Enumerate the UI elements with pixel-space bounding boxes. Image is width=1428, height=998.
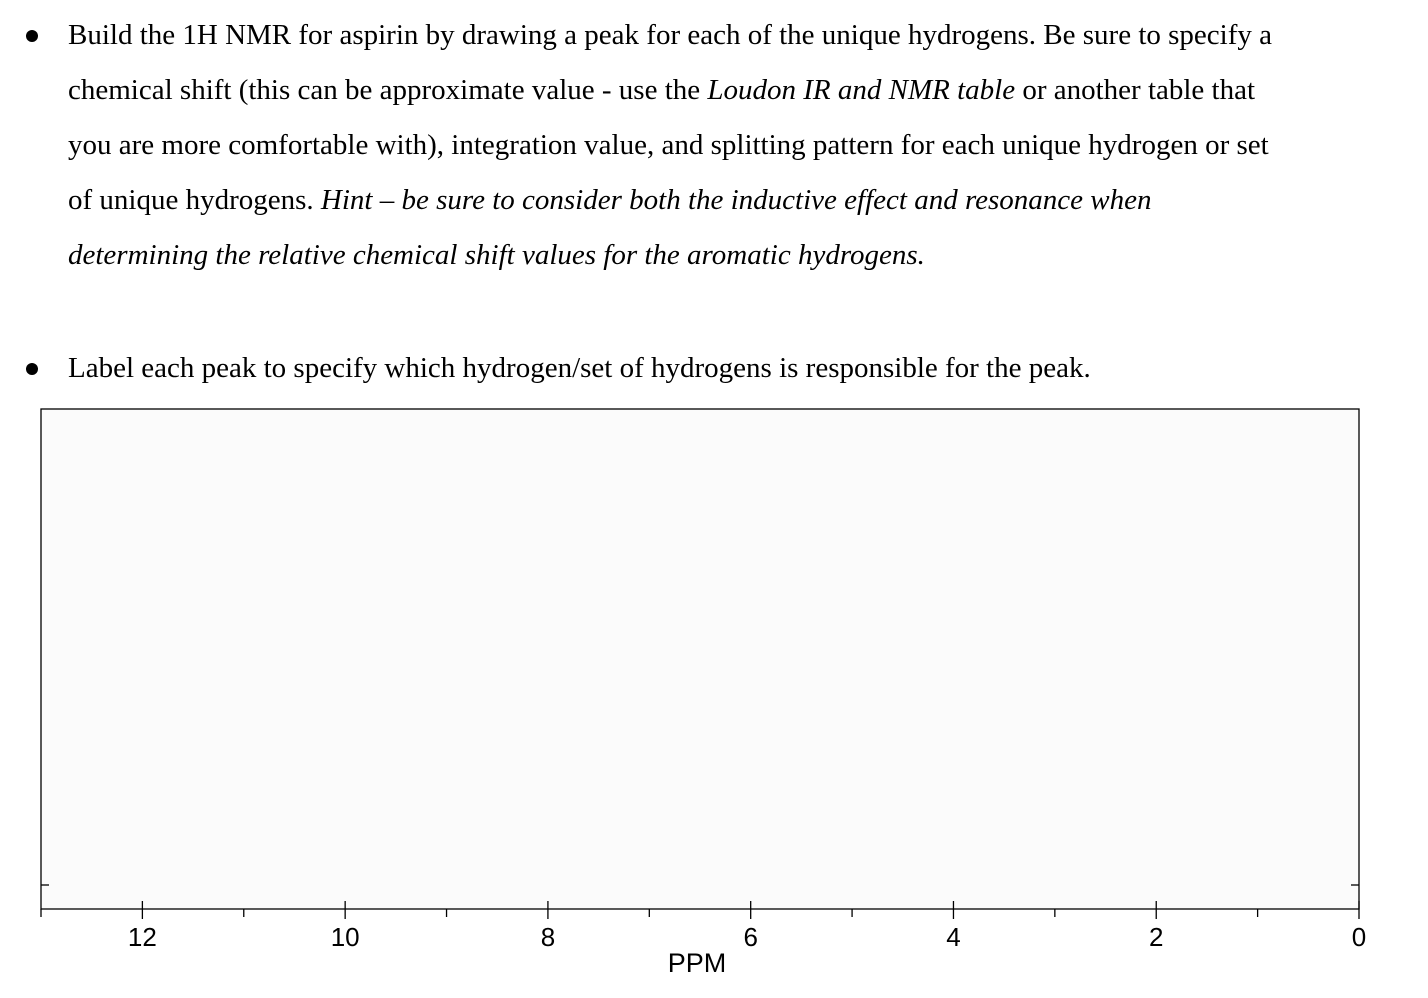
- tick-label: 12: [127, 922, 157, 952]
- tick-label: 10: [330, 922, 360, 952]
- tick-label: 8: [540, 922, 556, 952]
- text-run: of unique hydrogens.: [68, 184, 321, 216]
- tick-label: 6: [743, 922, 758, 952]
- x-axis-title: PPM: [667, 948, 727, 978]
- italic-text: determining the relative chemical shift values for the aromatic hydrogens.: [68, 239, 925, 271]
- text-run: chemical shift (this can be approximate value - use the: [68, 74, 708, 106]
- plot-area: [41, 409, 1359, 909]
- tick-label: 2: [1148, 922, 1164, 952]
- italic-text: Loudon IR and NMR table: [707, 74, 1016, 106]
- tick-label: 0: [1351, 922, 1367, 952]
- text-run: you are more comfortable with), integration value, and splitting pattern for each unique hydrogen or set: [68, 129, 1269, 161]
- text-run: Build the 1H NMR for aspirin by drawing a peak for each of the unique hydrogens. Be sure to specify a: [68, 19, 1272, 51]
- text-run: Label each peak to specify which hydrogen/set of hydrogens is responsible for the peak.: [68, 352, 1091, 384]
- text-run: or another table that: [1015, 74, 1256, 106]
- italic-text: Hint – be sure to consider both the inductive effect and resonance when: [320, 184, 1152, 216]
- tick-label: 4: [946, 922, 961, 952]
